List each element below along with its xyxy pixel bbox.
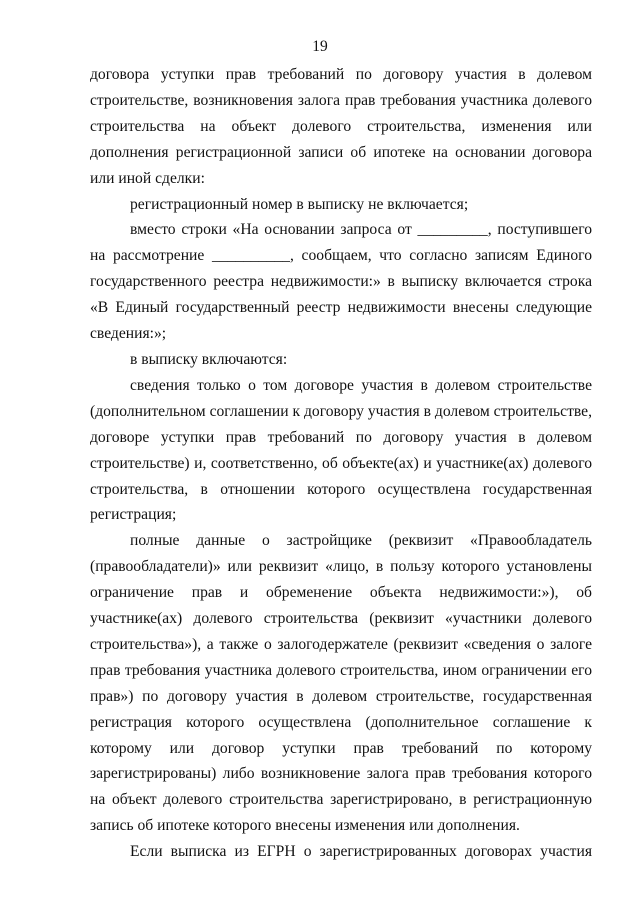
paragraph-5: сведения только о том договоре участия в долевом строительстве (дополнительном соглашении к договору участия в долевом строительстве, договоре уступки прав требований по договору участия в долевом строительстве) и, соответственно, об объекте(ах) и участнике(ах) долевого строительства, в отношении которого осуществлена государственная регистрация; (90, 376, 592, 524)
paragraph-3: вместо строки «На основании запроса от _________, поступившего на рассмотрение __________, сообщаем, что согласно записям Единого государственного реестра недвижимости:» в выписку включается строка «В Единый государственный реестр недвижимости внесены следующие сведения:»; (90, 221, 592, 343)
paragraph-6: полные данные о застройщике (реквизит «Правообладатель (правообладатели)» или реквизит «лицо, в пользу которого установлены ограничение прав и обременение объекта недвижимости:»), об участнике(ах) долевого строительства (реквизит «участники долевого строительства»), а также о залогодержателе (реквизит «сведения о залоге прав требования участника долевого строительства, ином ограничении его прав») по договору участия в долевом строительстве, государственная регистрация которого осуществлена (дополнительное соглашение к которому или договор уступки прав требований по которому зарегистрированы) либо возникновение залога прав требования которого на объект долевого строительства зарегистрировано, в регистрационную запись об ипотеке которого внесены изменения или дополнения. (90, 532, 592, 835)
document-body (90, 62, 592, 865)
paragraph-7: Если выписка из ЕГРН о зарегистрированных договорах участия (130, 843, 592, 861)
paragraph-1: договора уступки прав требований по договору участия в долевом строительстве, возникновения залога прав требования участника долевого строительства на объект долевого строительства, изменения или дополнения регистрационной записи об ипотеке на основании договора или иной сделки: (90, 66, 592, 187)
paragraph-2: регистрационный номер в выписку не включается; (130, 195, 469, 213)
page-number: 19 (312, 38, 328, 55)
paragraph-4: в выписку включаются: (130, 350, 288, 368)
